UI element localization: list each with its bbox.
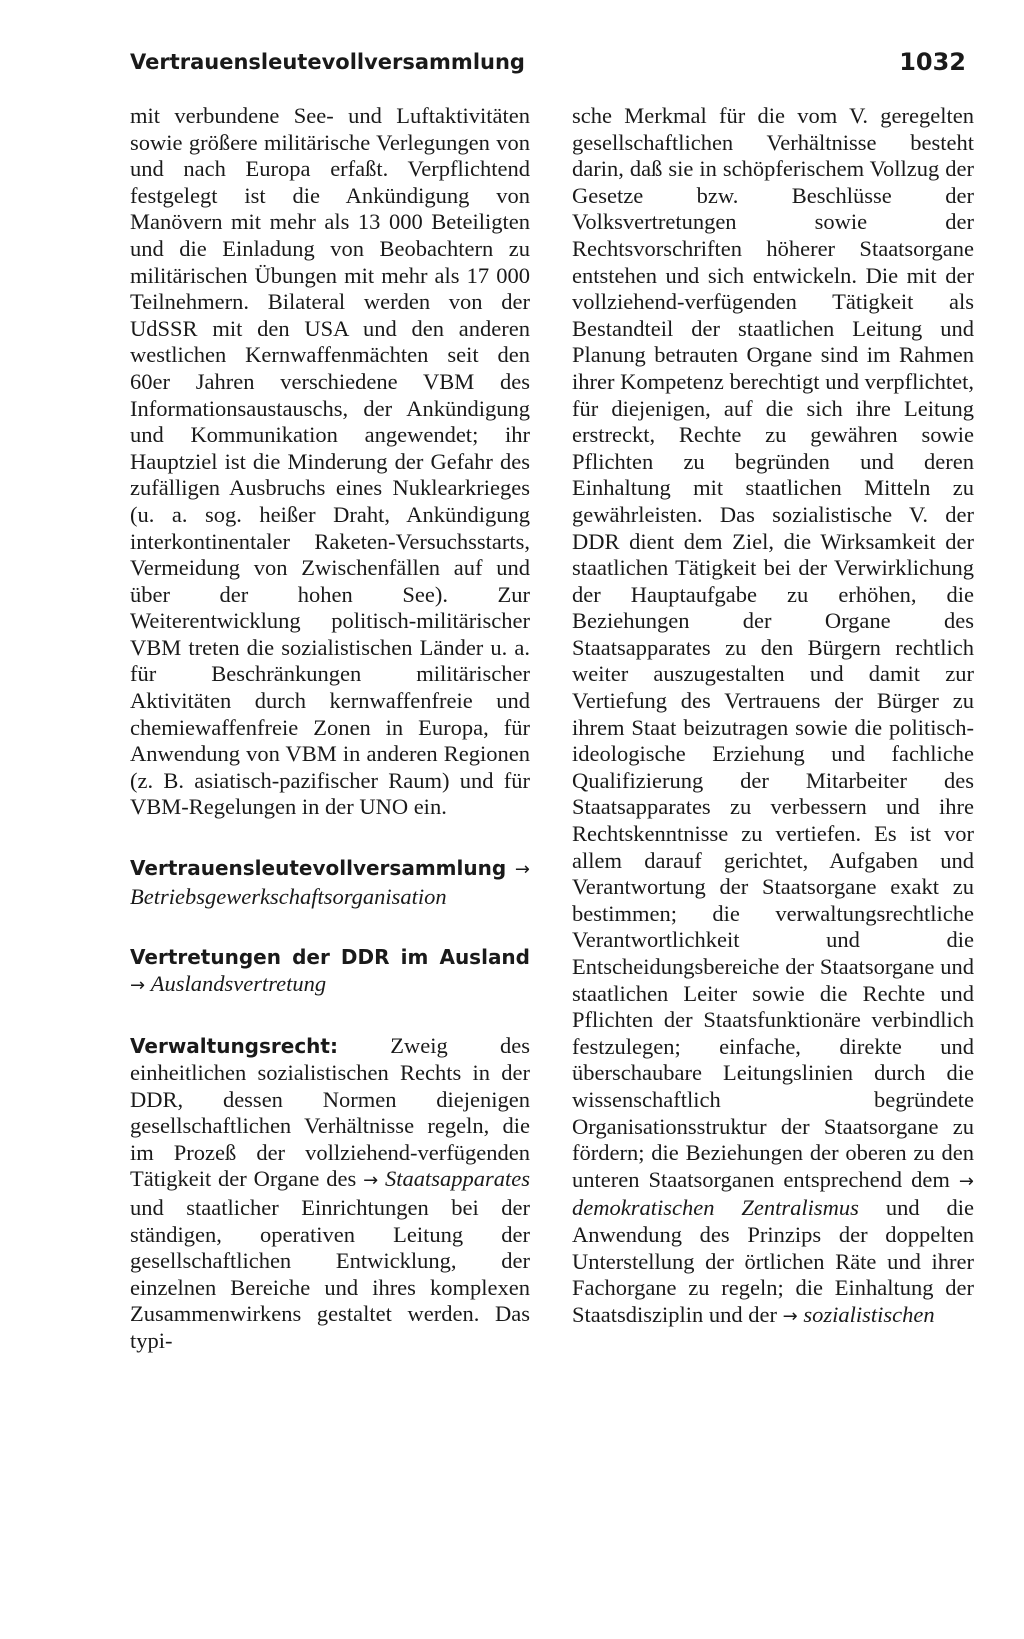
cross-reference-arrow: → bbox=[130, 974, 146, 996]
continued-paragraph: mit verbundene See- und Luftaktivitäten sowie größere militärische Verlegungen von und nach Europa erfaßt. Verpflichtend festgelegt ist die Ankündigung von Manövern mit mehr als 13 000 Beteiligten und die Einladung von Beobachtern zu militärischen Übungen mit mehr als 17 000 Teilnehmern. Bilateral werden von der UdSSR mit den USA und den anderen westlichen Kernwaffenmächten seit den 60er Jahren verschiedene VBM des Informationsaustauschs, der Ankündigung und Kommunikation angewendet; ihr Hauptziel ist die Minderung der Gefahr des zufälligen Ausbruchs eines Nuklearkrieges (u. a. sog. heißer Draht, Ankündigung interkontinentaler Raketen-Versuchsstarts, Vermeidung von Zwischenfällen auf und über der hohen See). Zur Weiterentwicklung politisch-militärischer VBM treten die sozialistischen Länder u. a. für Beschränkungen militärischer Aktivitäten durch kernwaffenfreie und chemiewaffenfreie Zonen in Europa, für Anwendung von VBM in anderen Regionen (z. B. asiatisch-pazifischer Raum) und für VBM-Regelungen in der UNO ein. bbox=[130, 103, 530, 820]
cross-reference-arrow: → bbox=[514, 859, 530, 881]
entry-vertretungen-der-ddr bbox=[130, 944, 530, 999]
continued-paragraph bbox=[572, 103, 974, 1330]
cross-reference-arrow: → bbox=[782, 1305, 798, 1327]
cross-reference: Betriebsgewerkschaftsorganisation bbox=[130, 883, 447, 909]
left-column bbox=[130, 103, 530, 1355]
entry-headword: Vertretungen der DDR im Ausland bbox=[130, 945, 530, 970]
cross-reference: Staatsapparates bbox=[384, 1166, 530, 1192]
entry-verwaltungsrecht bbox=[130, 1033, 530, 1354]
entry-text: und die Anwendung des Prinzips der doppelten Unterstellung der örtlichen Räte und ihrer Fachorgane zu regeln; die Einhaltung der Staatsdisziplin und der bbox=[572, 1195, 974, 1327]
entry-text: sche Merkmal für die vom V. geregelten gesellschaftlichen Verhältnisse besteht darin, daß sie in schöpferischem Vollzug der Gesetze bzw. Beschlüsse der Volksvertretungen sowie der Rechtsvorschriften höherer Staatsorgane entstehen und sich entwickeln. Die mit der vollziehend-verfügenden Tätigkeit als Bestandteil der staatlichen Leitung und Planung betrauten Organe sind im Rahmen ihrer Kompetenz berechtigt und verpflichtet, für diejenigen, auf die sich ihre Leitung erstreckt, Rechte zu gewähren sowie Pflichten zu begründen und deren Einhaltung mit staatlichen Mitteln zu gewährleisten. Das sozialistische V. der DDR dient dem Ziel, die Wirksamkeit der staatlichen Tätigkeit bei der Verwirklichung der Hauptaufgabe zu erhöhen, die Beziehungen der Organe des Staatsapparates zu den Bürgern rechtlich weiter auszugestalten und damit zur Vertiefung des Vertrauens der Bürger zu ihrem Staat beizutragen sowie die politisch-ideologische Erziehung und fachliche Qualifizierung der Mitarbeiter des Staatsapparates zu verbessern und ihre Rechtskenntnisse zu vertiefen. Es ist vor allem darauf gerichtet, Aufgaben und Verantwortung der Staatsorgane exakt zu bestimmen; die verwaltungsrechtliche Verantwortlichkeit und die Entscheidungsbereiche der Staatsorgane und staatlichen Leiter sowie die Rechte und Pflichten der Staatsfunktionäre verbindlich festzulegen; einfache, direkte und überschaubare Leitungslinien durch die wissenschaftlich begründete Organisationsstruktur der Staatsorgane zu fördern; die Beziehungen der oberen zu den unteren Staatsorganen entsprechend dem bbox=[572, 103, 974, 1192]
entry-headword: Verwaltungsrecht: bbox=[130, 1034, 338, 1059]
cross-reference: Auslandsvertretung bbox=[150, 970, 327, 996]
cross-reference: demokratischen Zentralismus bbox=[572, 1195, 859, 1221]
entry-headword: Vertrauensleutevollversammlung bbox=[130, 856, 507, 881]
running-head: Vertrauensleutevollversammlung bbox=[130, 50, 525, 74]
entry-text: und staatlicher Einrichtungen bei der ständigen, operativen Leitung der gesellschaftlichen Entwicklung, der einzelnen Bereiche und ihres komplexen Zusammenwirkens gestaltet werden. Das typi- bbox=[130, 1194, 530, 1353]
entry-vertrauensleutevollversammlung bbox=[130, 855, 530, 910]
cross-reference-arrow: → bbox=[363, 1170, 379, 1192]
cross-reference-arrow: → bbox=[958, 1170, 974, 1192]
entry-text: Zweig des einheitlichen sozialistischen Rechts in der DDR, dessen Normen diejenigen gesellschaftlichen Verhältnisse regeln, die im Prozeß der vollziehend-verfügenden Tätigkeit der Organe des bbox=[130, 1033, 530, 1192]
page-number: 1032 bbox=[899, 48, 966, 76]
right-column bbox=[572, 103, 974, 1330]
cross-reference: sozialistischen bbox=[803, 1301, 935, 1327]
page-header bbox=[130, 50, 966, 82]
